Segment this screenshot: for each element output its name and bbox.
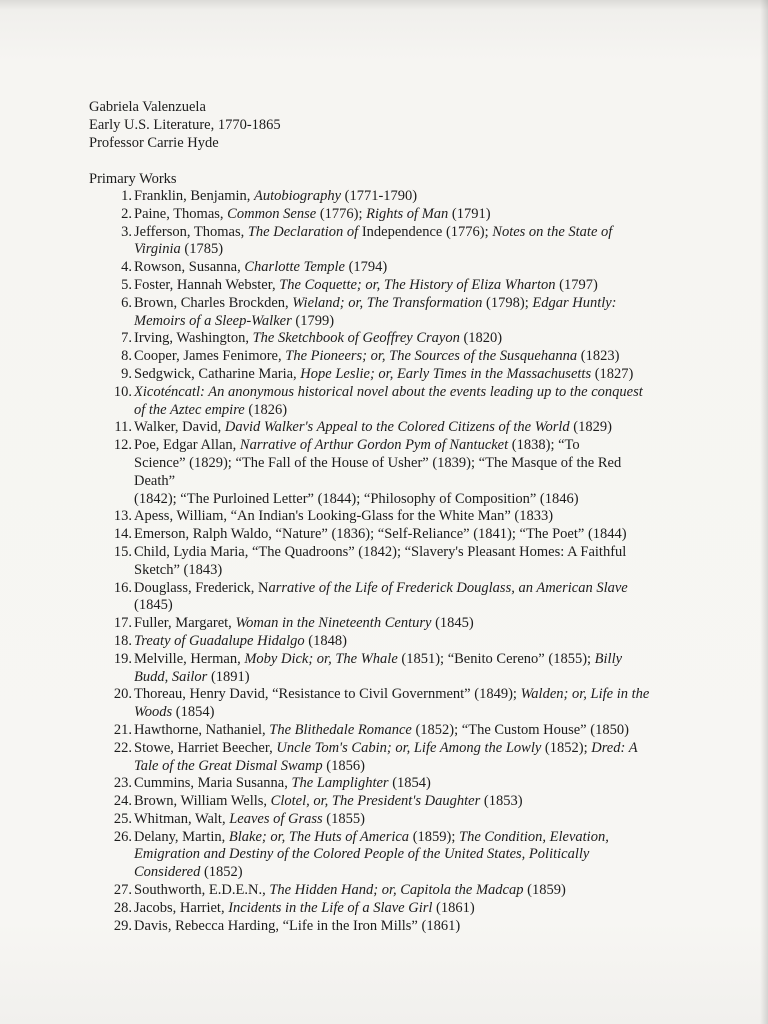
work-text: Child, Lydia Maria, “The Quadroons” (1842); “Slavery's Pleasant Homes: A Faithful [134,543,627,560]
italic-title: The Sketchbook of Geoffrey Crayon [252,330,460,347]
work-text: Sketch” (1843) [134,561,223,578]
work-text: Walker, David, [134,419,225,436]
work-item [0,633,682,651]
author-name: Gabriela Valenzuela [89,99,206,115]
work-text: (1794) [344,259,388,276]
professor-name: Professor Carrie Hyde [89,135,219,151]
work-text: (1820) [459,330,503,347]
work-continuation-line [134,704,682,722]
work-text: (1855) [322,810,365,827]
work-line [134,615,682,633]
work-number: 27. [113,882,132,899]
work-number: 29. [113,917,132,934]
work-continuation-line [134,402,682,420]
work-text: Paine, Thomas, [134,205,228,222]
work-text: Sedgwick, Catharine Maria, [134,365,301,382]
work-item [0,419,682,437]
work-text: Jacobs, Harriet, [134,899,229,916]
italic-title: arrative of the Life of Frederick Douglass, an American Slave [268,579,628,596]
work-item [0,259,682,277]
work-text: (1859); [409,828,459,845]
work-text: Death” [134,472,176,489]
work-item [0,437,682,508]
work-text: Irving, Washington, [134,330,253,347]
work-number: 15. [113,543,132,560]
work-continuation-line [134,491,682,509]
work-text: (1823) [577,348,620,365]
italic-title: Woods [134,704,173,721]
work-continuation-line [134,473,682,491]
italic-title: Uncle Tom's Cabin; or, Life Among the Lowly [276,739,542,756]
work-text: (1845) [134,597,173,614]
document-header [89,98,281,152]
work-text: (1852); “The Custom House” (1850) [411,721,629,738]
italic-title: Virginia [134,241,181,258]
italic-title: Tale of the Great Dismal Swamp [134,757,323,774]
work-continuation-line [134,846,682,864]
work-item [0,740,682,776]
work-continuation-line [134,597,682,615]
italic-title: Woman in the Nineteenth Century [235,615,432,632]
work-line [134,188,682,206]
italic-title: The Hidden Hand; or, Capitola the Madcap [269,882,524,899]
work-text: Brown, William Wells, [134,793,271,810]
work-item [0,330,682,348]
work-text: Southworth, E.D.E.N., [134,882,270,899]
work-text: (1852) [200,864,243,881]
work-text: Science” (1829); “The Fall of the House of Usher” (1839); “The Masque of the Red [134,454,622,471]
work-item [0,348,682,366]
course-title: Early U.S. Literature, 1770-1865 [89,117,281,133]
work-text: (1797) [555,276,598,293]
work-text: Independence (1776); [361,223,493,240]
work-line [134,437,682,455]
work-text: (1859) [523,882,566,899]
work-item [0,793,682,811]
work-item [0,544,682,580]
work-number: 11. [114,419,132,436]
work-text: Jefferson, Thomas, [134,223,248,240]
work-text: Fuller, Margaret, [134,615,236,632]
work-text: Franklin, Benjamin, [134,188,255,204]
work-line [134,722,682,740]
work-number: 24. [113,793,132,810]
italic-title: Xicoténcatl: An anonymous historical novel about the events leading up to the conquest [134,383,643,400]
work-item [0,277,682,295]
work-item [0,188,682,206]
work-text: Cummins, Maria Susanna, [134,775,292,792]
work-line [134,829,682,847]
italic-title: Narrative of Arthur Gordon Pym of Nantucket [239,437,509,454]
work-number: 21. [113,721,132,738]
scan-top-edge [0,0,768,10]
work-number: 17. [113,615,132,632]
work-item [0,900,682,918]
work-text: (1776); [316,205,367,222]
italic-title: Edgar Huntly: [532,294,617,311]
work-text: (1845) [431,615,474,632]
work-number: 23. [113,775,132,792]
work-number: 19. [113,650,132,667]
italic-title: The Pioneers; or, The Sources of the Susquehanna [285,348,578,365]
work-text: Emerson, Ralph Waldo, “Nature” (1836); “Self-Reliance” (1841); “The Poet” (1844) [134,526,627,543]
work-text: (1827) [591,365,634,382]
work-number: 8. [121,348,132,365]
work-line [134,775,682,793]
work-line [134,348,682,366]
work-number: 3. [121,223,132,240]
work-text: (1829) [569,419,612,436]
work-line [134,740,682,758]
work-continuation-line [134,758,682,776]
work-text: Foster, Hannah Webster, [134,276,280,293]
italic-title: The Lamplighter [291,775,389,792]
work-item [0,651,682,687]
work-continuation-line [134,313,682,331]
work-continuation-line [134,241,682,259]
work-number: 12. [113,437,132,454]
italic-title: Leaves of Grass [229,810,323,827]
work-item [0,295,682,331]
work-number: 6. [121,294,132,311]
italic-title: Rights of Man [366,205,449,222]
work-number: 1. [121,188,132,204]
work-text: (1852); [541,739,592,756]
work-item [0,508,682,526]
work-text: Poe, Edgar Allan, [134,437,240,454]
work-line [134,330,682,348]
work-line [134,366,682,384]
italic-title: Billy [594,650,623,667]
work-text: (1856) [322,757,365,774]
italic-title: The Coquette; or, The History of Eliza Wharton [279,276,556,293]
italic-title: Treaty of Guadalupe Hidalgo [134,632,305,649]
work-number: 22. [113,739,132,756]
work-line [134,633,682,651]
italic-title: Blake; or, The Huts of America [228,828,410,845]
work-text: Hawthorne, Nathaniel, [134,721,270,738]
italic-title: Emigration and Destiny of the Colored People of the United States, Politically [134,846,590,863]
italic-title: Memoirs of a Sleep-Walker [134,312,292,329]
work-number: 10. [113,383,132,400]
work-text: Delany, Martin, [134,828,229,845]
work-text: (1791) [448,205,491,222]
work-line [134,580,682,598]
work-continuation-line [134,669,682,687]
italic-title: The Condition, Elevation, [459,828,609,845]
work-text: (1848) [304,632,347,649]
work-item [0,580,682,616]
section-title: Primary Works [89,171,177,187]
italic-title: Notes on the State of [492,223,613,240]
work-item [0,615,682,633]
work-text: Brown, Charles Brockden, [134,294,293,311]
work-number: 20. [113,686,132,703]
work-item [0,811,682,829]
work-item [0,882,682,900]
work-line [134,419,682,437]
work-number: 16. [113,579,132,596]
work-text: Cooper, James Fenimore, [134,348,286,365]
work-text: Apess, William, “An Indian's Looking-Glass for the White Man” (1833) [134,508,554,525]
work-line [134,686,682,704]
work-line [134,651,682,669]
work-text: (1842); “The Purloined Letter” (1844); “Philosophy of Composition” (1846) [134,490,579,507]
work-continuation-line [134,864,682,882]
italic-title: Wieland; or, The Transformation [292,294,483,311]
work-line [134,811,682,829]
work-line [134,526,682,544]
work-item [0,206,682,224]
work-number: 13. [113,508,132,525]
work-line [134,508,682,526]
work-item [0,722,682,740]
work-line [134,259,682,277]
work-text: (1838); “To [508,437,580,454]
work-text: Whitman, Walt, [134,810,230,827]
work-item [0,829,682,882]
scan-right-edge [760,0,768,1024]
work-text: (1891) [207,668,250,685]
work-text: Thoreau, Henry David, “Resistance to Civil Government” (1849); [134,686,521,703]
work-number: 5. [121,276,132,293]
italic-title: Dred: A [591,739,638,756]
work-number: 4. [121,259,132,276]
italic-title: Considered [134,864,201,881]
primary-works-list [0,188,682,935]
italic-title: Common Sense [227,205,317,222]
work-item [0,224,682,260]
italic-title: The Declaration of [247,223,362,240]
italic-title: of the Aztec empire [134,401,245,418]
work-line [134,544,682,562]
work-line [134,206,682,224]
work-text: Davis, Rebecca Harding, “Life in the Iron Mills” (1861) [134,917,461,934]
work-text: (1853) [480,793,523,810]
work-text: (1771-1790) [341,188,418,204]
italic-title: Charlotte Temple [244,259,345,276]
italic-title: Walden; or, Life in the [520,686,650,703]
work-item [0,775,682,793]
work-text: (1826) [244,401,288,418]
work-line [134,295,682,313]
work-number: 2. [121,205,132,222]
work-text: (1861) [432,899,475,916]
work-text: Rowson, Susanna, [134,259,245,276]
work-line [134,918,682,936]
work-line [134,277,682,295]
work-number: 25. [113,810,132,827]
work-line [134,900,682,918]
italic-title: Clotel, or, The President's Daughter [270,793,481,810]
work-text: Stowe, Harriet Beecher, [134,739,277,756]
work-text: (1785) [180,241,224,258]
work-continuation-line [134,562,682,580]
work-number: 26. [113,828,132,845]
italic-title: The Blithedale Romance [269,721,412,738]
work-text: (1798); [482,294,533,311]
italic-title: David Walker's Appeal to the Colored Citizens of the World [224,419,570,436]
italic-title: Hope Leslie; or, Early Times in the Massachusetts [300,365,592,382]
work-line [134,882,682,900]
italic-title: Budd, Sailor [134,668,208,685]
work-item [0,526,682,544]
work-text: Douglass, Frederick, N [134,579,269,596]
italic-title: Moby Dick; or, The Whale [244,650,398,667]
work-number: 18. [113,632,132,649]
work-line [134,224,682,242]
work-number: 14. [113,526,132,543]
work-item [0,686,682,722]
italic-title: Autobiography [254,188,342,204]
work-number: 28. [113,899,132,916]
work-line [134,384,682,402]
work-text: (1799) [291,312,335,329]
work-text: (1851); “Benito Cereno” (1855); [397,650,595,667]
work-item [0,366,682,384]
work-line [134,793,682,811]
work-number: 7. [121,330,132,347]
italic-title: Incidents in the Life of a Slave Girl [228,899,433,916]
work-text: Melville, Herman, [134,650,245,667]
work-text: (1854) [388,775,431,792]
work-number: 9. [121,365,132,382]
work-continuation-line [134,455,682,473]
work-item [0,918,682,936]
work-item [0,384,682,420]
work-text: (1854) [172,704,215,721]
